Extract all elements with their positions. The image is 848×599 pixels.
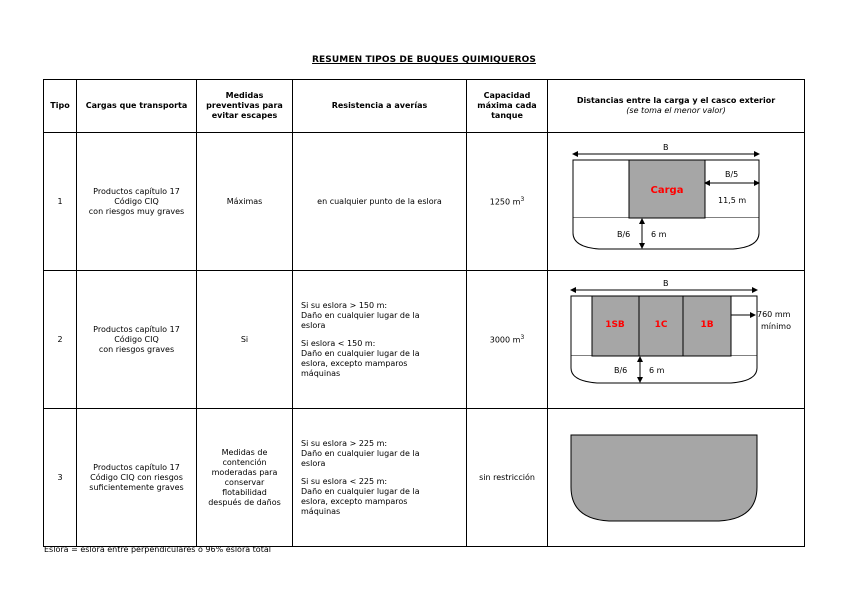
tank-1b-label: 1B [699,320,714,330]
resistencia-line: eslora, excepto mamparos [301,496,408,506]
b6-label: B/6 [613,366,627,375]
header-distancias-sub: (se toma el menor valor) [626,106,726,115]
header-cargas: Cargas que transporta [77,80,197,133]
cargas-cell [77,409,197,547]
hull-diagram-type2 [549,271,804,405]
ship-types-table [43,79,805,547]
medidas-line: después de daños [208,497,281,507]
cargas-cell [77,271,197,409]
cargas-line: con riesgos graves [98,344,175,354]
cargas-line: Código CIQ [114,334,159,344]
cargas-line: suficientemente graves [89,482,184,492]
d6-label: 6 m [650,230,666,239]
resistencia-line: Si su eslora > 150 m: [301,300,388,310]
hull-diagram-type1 [549,133,804,267]
medidas-line: contención [222,457,267,467]
cargas-line: Código CIQ con riesgos [90,472,183,482]
capacidad-value: 3000 m [489,335,521,345]
capacidad-sup: 3 [520,334,525,342]
medidas-line: moderadas para [211,467,278,477]
tipo-cell: 2 [44,271,77,409]
medidas-cell [197,409,293,547]
b-label: B [662,143,668,152]
cargas-line: Productos capítulo 17 [93,324,180,334]
resistencia-line: Daño en cualquier lugar de la [301,348,420,358]
tipo-cell: 3 [44,409,77,547]
tank-1sb-label: 1SB [604,320,625,330]
header-tipo: Tipo [44,80,77,133]
table-row [44,271,805,409]
diagram-cell [548,409,805,547]
minimo-label: mínimo [760,322,791,331]
d115-label: 11,5 m [717,196,746,205]
diagram-cell [548,133,805,271]
resistencia-line: Si su eslora > 225 m: [301,438,388,448]
capacidad-cell: sin restricción [467,409,548,547]
d760-label: 760 mm [756,310,790,319]
b6-label: B/6 [616,230,630,239]
resistencia-line: Daño en cualquier lugar de la [301,486,420,496]
header-resistencia: Resistencia a averías [293,80,467,133]
medidas-line: conservar [224,477,265,487]
resistencia-line: Daño en cualquier lugar de la [301,310,420,320]
d6-label: 6 m [648,366,664,375]
resistencia-line: Daño en cualquier lugar de la [301,448,420,458]
cargas-line: Productos capítulo 17 [93,186,180,196]
tipo-cell: 1 [44,133,77,271]
header-medidas: Medidas preventivas para evitar escapes [197,80,293,133]
resistencia-line: Si eslora < 150 m: [301,338,376,348]
diagram-cell [548,271,805,409]
cargas-cell [77,133,197,271]
medidas-cell: Si [197,271,293,409]
medidas-line: flotabilidad [222,487,267,497]
header-capacidad: Capacidad máxima cada tanque [467,80,548,133]
hull-type3-shape [571,435,757,521]
resistencia-line: eslora [301,458,326,468]
table-header-row [44,80,805,133]
medidas-line: Medidas de [221,447,268,457]
header-distancias [548,80,805,133]
tank-1c-label: 1C [654,320,667,330]
header-distancias-label: Distancias entre la carga y el casco exterior [576,96,776,105]
footnote: Eslora = eslora entre perpendiculares o 96% eslora total [44,545,271,554]
table-row [44,409,805,547]
medidas-cell: Máximas [197,133,293,271]
table-row [44,133,805,271]
cargas-line: Productos capítulo 17 [93,462,180,472]
cargas-line: con riesgos muy graves [88,206,185,216]
b5-label: B/5 [724,170,738,179]
resistencia-cell [293,409,467,547]
page-title: RESUMEN TIPOS DE BUQUES QUIMIQUEROS [312,55,536,65]
resistencia-line: eslora, excepto mamparos [301,358,408,368]
resistencia-cell: en cualquier punto de la eslora [293,133,467,271]
resistencia-line: eslora [301,320,326,330]
resistencia-line: máquinas [301,368,341,378]
hull-diagram-type3 [549,409,804,543]
capacidad-cell [467,271,548,409]
capacidad-sup: 3 [520,196,525,204]
b-label: B [662,279,668,288]
capacidad-cell [467,133,548,271]
cargo-label: Carga [650,185,683,196]
capacidad-value: 1250 m [489,197,521,207]
resistencia-line: máquinas [301,506,341,516]
cargas-line: Código CIQ [114,196,159,206]
resistencia-line: Si su eslora < 225 m: [301,476,388,486]
resistencia-cell [293,271,467,409]
